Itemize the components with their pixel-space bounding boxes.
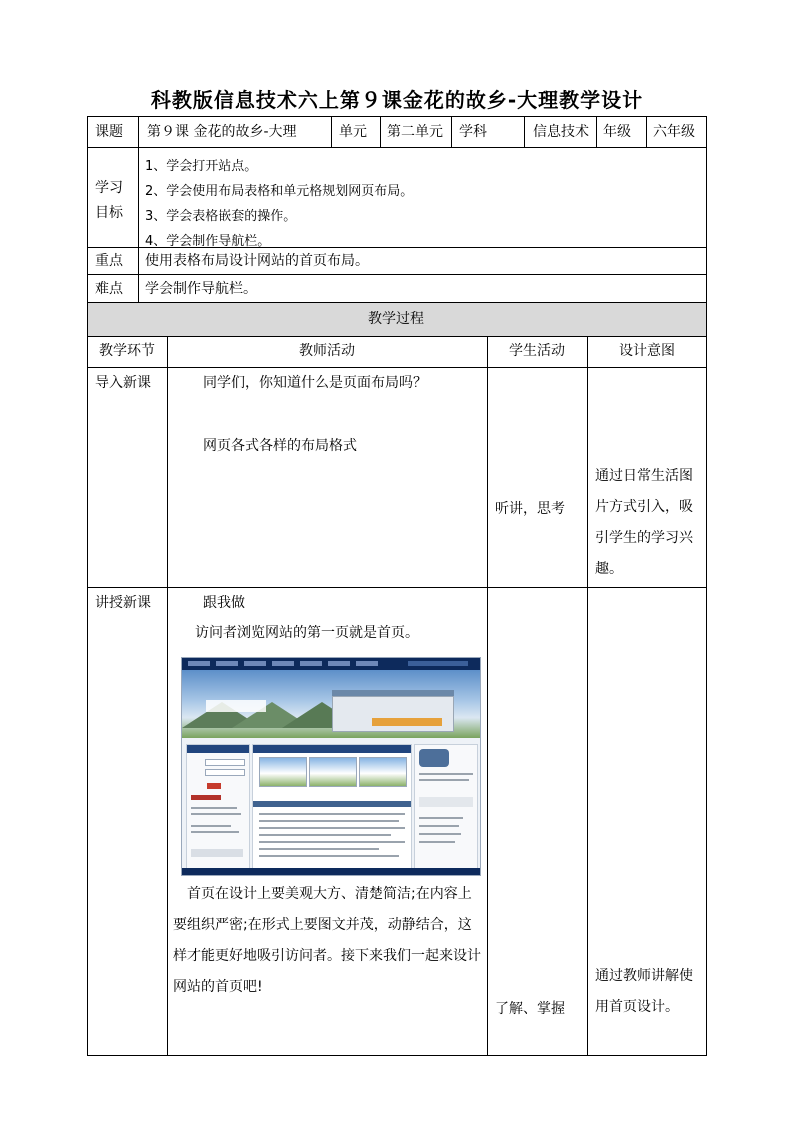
objectives-label-line2: 目标 — [95, 205, 123, 221]
objective-item: 1、学会打开站点。 — [145, 159, 258, 174]
objective-item: 4、学会制作导航栏。 — [145, 234, 271, 249]
lesson-stage: 讲授新课 — [95, 595, 151, 611]
unit-value: 第二单元 — [387, 124, 443, 140]
intro-design: 通过日常生活图片方式引入，吸引学生的学习兴趣。 — [595, 468, 693, 577]
lesson-teacher-paragraph: 首页在设计上要美观大方、清楚简洁;在内容上要组织严密;在形式上要图文并茂，动静结合，这样才能更好地吸引访问者。接下来我们一起来设计网站的首页吧! — [173, 886, 481, 995]
unit-label: 单元 — [339, 124, 367, 140]
grade-value: 六年级 — [653, 124, 695, 140]
site-contact-panel — [414, 744, 478, 872]
lesson-teacher-line2: 访问者浏览网站的第一页就是首页。 — [195, 625, 419, 641]
lesson-teacher-line1: 跟我做 — [203, 595, 245, 611]
column-header-teacher: 教师活动 — [299, 343, 355, 359]
key-point-value: 使用表格布局设计网站的首页布局。 — [145, 253, 369, 269]
topic-label: 课题 — [95, 124, 123, 140]
intro-student: 听讲，思考 — [495, 501, 565, 517]
column-header-design: 设计意图 — [619, 343, 675, 359]
site-nav-bar — [182, 658, 480, 670]
topic-value: 第９课 金花的故乡-大理 — [147, 124, 297, 140]
subject-label: 学科 — [459, 124, 487, 140]
subject-value: 信息技术 — [533, 124, 589, 140]
key-point-label: 重点 — [95, 253, 123, 269]
intro-stage: 导入新课 — [95, 375, 151, 391]
process-header: 教学过程 — [368, 311, 424, 327]
lesson-plan-table — [87, 116, 707, 1056]
objective-item: 2、学会使用布局表格和单元格规划网页布局。 — [145, 184, 414, 199]
intro-teacher-line1: 同学们，你知道什么是页面布局吗？ — [203, 375, 427, 391]
document-title: 科教版信息技术六上第９课金花的故乡-大理教学设计 — [150, 88, 644, 112]
site-login-panel — [186, 744, 250, 872]
intro-teacher-line2: 网页各式各样的布局格式 — [203, 438, 357, 454]
lesson-design: 通过教师讲解使用首页设计。 — [595, 968, 693, 1015]
objective-item: 3、学会表格嵌套的操作。 — [145, 209, 297, 224]
site-case-panel — [252, 744, 412, 872]
site-banner-image — [182, 670, 480, 738]
difficulty-value: 学会制作导航栏。 — [145, 281, 257, 297]
grade-label: 年级 — [603, 124, 631, 140]
objectives-label-line1: 学习 — [95, 180, 123, 196]
column-header-stage: 教学环节 — [99, 343, 155, 359]
website-homepage-screenshot — [181, 657, 481, 876]
lesson-student: 了解、掌握 — [495, 1001, 565, 1017]
difficulty-label: 难点 — [95, 281, 123, 297]
column-header-student: 学生活动 — [509, 343, 565, 359]
